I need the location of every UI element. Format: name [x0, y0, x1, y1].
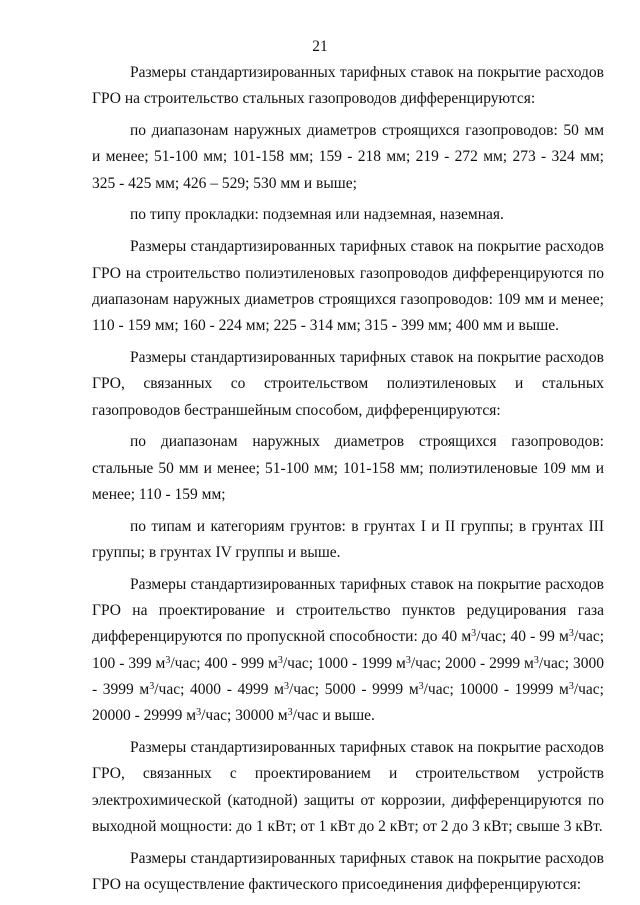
paragraph-cathodic-protection: Размеры стандартизированных тарифных ставок на покрытие расходов ГРО, связанных с проектированием и строительством устройств электрохимической (катодной) защиты от коррозии, дифференцируются по выходной мощности: до 1 кВт; от 1 кВт до 2 кВт; от 2 до 3 кВт; свыше 3 кВт.: [92, 739, 604, 836]
superscript-cubed: 3: [277, 654, 283, 666]
document-body: [92, 60, 604, 898]
paragraph-soil-types: по типам и категориям грунтов: в грунтах I и II группы; в грунтах III группы; в грунтах IV группы и выше.: [92, 517, 604, 562]
text-run: /час и выше.: [292, 707, 375, 725]
paragraph-steel-diameter-ranges: по диапазонам наружных диаметров строящихся газопроводов: 50 мм и менее; 51-100 мм; 101-158 мм; 159 - 218 мм; 219 - 272 мм; 273 - 324 мм; 325 - 425 мм; 426 – 529; 530 мм и выше;: [92, 122, 604, 192]
superscript-cubed: 3: [283, 681, 289, 693]
text-run: /час; 20000 - 29999 м: [92, 681, 604, 725]
text-run: /час; 400 - 999 м: [170, 654, 278, 672]
superscript-cubed: 3: [533, 654, 539, 666]
superscript-cubed: 3: [471, 628, 477, 640]
text-run: /час; 1000 - 1999 м: [282, 654, 406, 672]
paragraph-actual-connection: Размеры стандартизированных тарифных ставок на покрытие расходов ГРО на осуществление фактического присоединения дифференцируются:: [92, 849, 604, 894]
text-run: /час; 5000 - 9999 м: [288, 681, 419, 699]
superscript-cubed: 3: [149, 681, 155, 693]
text-run: /час; 30000 м: [201, 707, 288, 725]
text-run: /час; 10000 - 19999 м: [423, 681, 569, 699]
superscript-cubed: 3: [418, 681, 424, 693]
superscript-cubed: 3: [287, 707, 293, 719]
text-run: /час; 4000 - 4999 м: [154, 681, 284, 699]
paragraph-laying-type: по типу прокладки: подземная или надземная, наземная.: [130, 206, 504, 224]
superscript-cubed: 3: [165, 654, 171, 666]
paragraph-polyethylene-pipelines: Размеры стандартизированных тарифных ставок на покрытие расходов ГРО на строительство полиэтиленовых газопроводов дифференцируются по диапазонам наружных диаметров строящихся газопроводов: 109 мм и менее; 110 - 159 мм; 160 - 224 мм; 225 - 314 мм; 315 - 399 мм; 400 мм и выше.: [92, 238, 604, 335]
paragraph-steel-pipelines-intro: Размеры стандартизированных тарифных ставок на покрытие расходов ГРО на строительство стальных газопроводов дифференцируются:: [92, 64, 604, 108]
text-run: Размеры стандартизированных тарифных ставок на покрытие расходов ГРО на проектирование и строительство пунктов редуцирования газа дифференцируются по пропускной способности: до 40 м: [92, 575, 604, 646]
paragraph-gas-reduction-points: [92, 572, 604, 730]
page-number: 21: [312, 38, 328, 55]
superscript-cubed: 3: [196, 707, 202, 719]
text-run: /час; 40 - 99 м: [476, 628, 569, 646]
paragraph-trenchless-diameters: по диапазонам наружных диаметров строящихся газопроводов: стальные 50 мм и менее; 51-100 мм; 101-158 мм; полиэтиленовые 109 мм и менее; 110 - 159 мм;: [92, 433, 604, 503]
superscript-cubed: 3: [568, 628, 574, 640]
text-run: /час; 2000 - 2999 м: [410, 654, 534, 672]
superscript-cubed: 3: [568, 681, 574, 693]
paragraph-trenchless-intro: Размеры стандартизированных тарифных ставок на покрытие расходов ГРО, связанных со строительством полиэтиленовых и стальных газопроводов бестраншейным способом, дифференцируются:: [92, 348, 604, 419]
text-run: /час; 100 - 399 м: [92, 628, 605, 672]
text-run: /час; 3000 - 3999 м: [92, 654, 605, 699]
superscript-cubed: 3: [405, 654, 411, 666]
